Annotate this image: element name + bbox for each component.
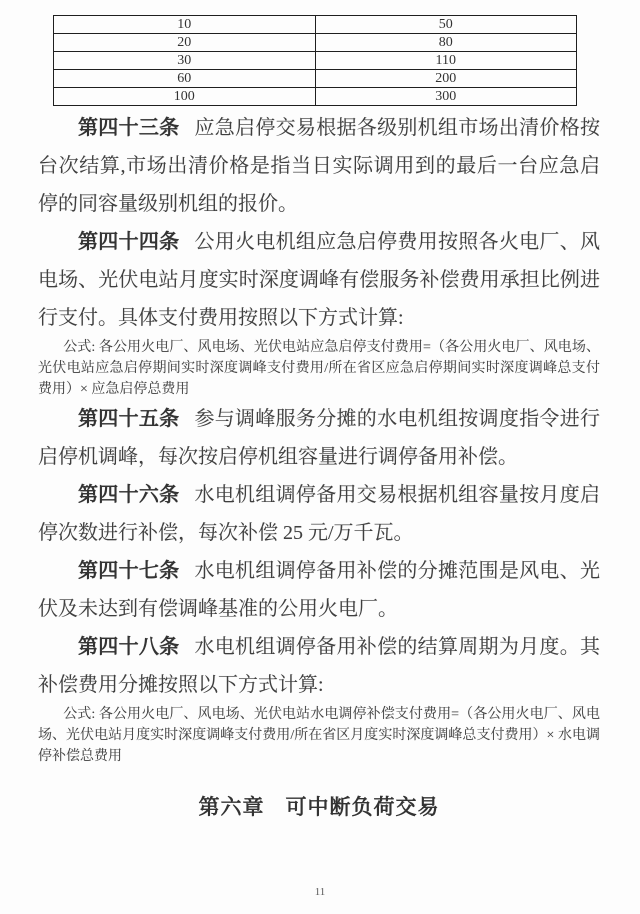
table-cell: 20 [54, 34, 316, 52]
table-cell: 300 [315, 88, 577, 106]
table-cell: 110 [315, 52, 577, 70]
table-cell: 30 [54, 52, 316, 70]
article-45 [38, 400, 600, 476]
table-row [54, 16, 577, 34]
table-cell: 200 [315, 70, 577, 88]
article-43 [38, 109, 600, 223]
page-number: 11 [314, 886, 326, 898]
article-44-label: 第四十四条 [78, 231, 180, 253]
article-47-text: 水电机组调停备用补偿的分摊范围是风电、光伏及未达到有偿调峰基准的公用火电厂。 [38, 560, 601, 620]
table-cell: 80 [315, 34, 577, 52]
capacity-price-table-body [54, 16, 577, 106]
chapter-title: 可中断负荷交易 [285, 795, 440, 819]
article-44 [38, 223, 600, 337]
article-46-text: 水电机组调停备用交易根据机组容量按月度启停次数进行补偿，每次补偿 25 元/万千瓦。 [38, 484, 601, 544]
article-43-label: 第四十三条 [78, 117, 180, 139]
capacity-price-table [53, 15, 577, 106]
table-row [54, 88, 577, 106]
formula-emergency-startstop: 公式: 各公用火电厂、风电场、光伏电站应急启停支付费用=（各公用火电厂、风电场、光伏电站应急启停期间实时深度调峰支付费用/所在省区应急启停期间实时深度调峰总支付费用）× 应急启停总费用 [38, 340, 600, 397]
document-body [38, 109, 600, 821]
article-43-text: 应急启停交易根据各级别机组市场出清价格按台次结算,市场出清价格是指当日实际调用到的最后一台应急启停的同容量级别机组的报价。 [38, 117, 601, 215]
table-cell: 50 [315, 16, 577, 34]
chapter-number: 第六章 [198, 795, 265, 819]
article-48-text: 水电机组调停备用补偿的结算周期为月度。其补偿费用分摊按照以下方式计算: [38, 636, 601, 696]
table-cell: 10 [54, 16, 316, 34]
article-45-text: 参与调峰服务分摊的水电机组按调度指令进行启停机调峰，每次按启停机组容量进行调停备用补偿。 [38, 408, 601, 468]
article-45-label: 第四十五条 [78, 408, 180, 430]
formula-hydro-compensation: 公式: 各公用火电厂、风电场、光伏电站水电调停补偿支付费用=（各公用火电厂、风电场、光伏电站月度实时深度调峰支付费用/所在省区月度实时深度调峰总支付费用）× 水电调停补偿总费用 [38, 707, 600, 764]
table-row [54, 70, 577, 88]
article-48 [38, 628, 600, 704]
article-47-label: 第四十七条 [78, 560, 180, 582]
table-row [54, 52, 577, 70]
table-cell: 60 [54, 70, 316, 88]
article-47 [38, 552, 600, 628]
table-row [54, 34, 577, 52]
table-cell: 100 [54, 88, 316, 106]
chapter-heading [38, 791, 600, 821]
article-48-label: 第四十八条 [78, 636, 180, 658]
article-46-label: 第四十六条 [78, 484, 180, 506]
article-44-text: 公用火电机组应急启停费用按照各火电厂、风电场、光伏电站月度实时深度调峰有偿服务补偿费用承担比例进行支付。具体支付费用按照以下方式计算: [38, 231, 601, 329]
article-46 [38, 476, 600, 552]
